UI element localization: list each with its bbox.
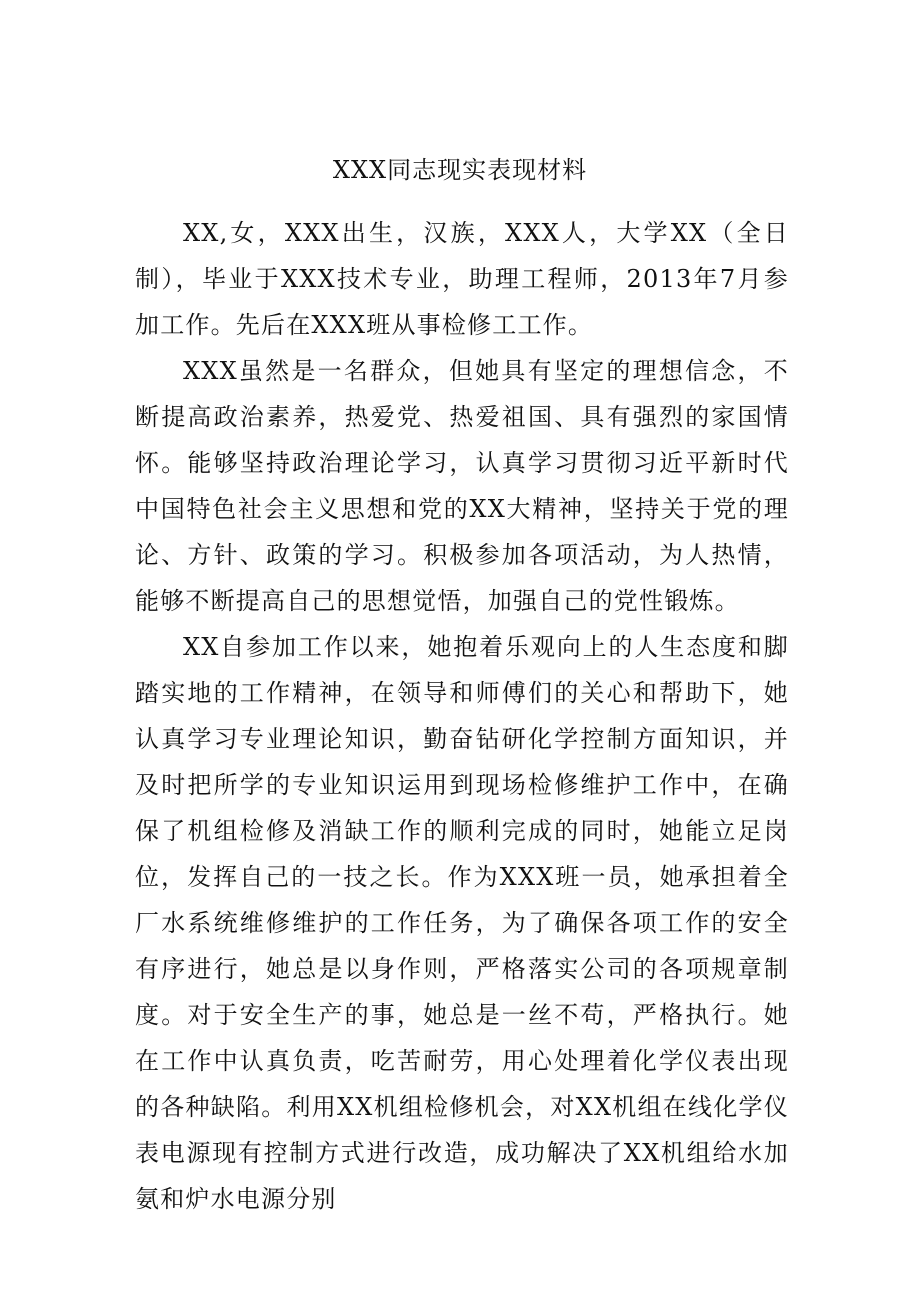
document-body bbox=[135, 210, 789, 1222]
paragraph-work-performance: XX自参加工作以来，她抱着乐观向上的人生态度和脚踏实地的工作精神，在领导和师傅们的关心和帮助下，她认真学习专业理论知识，勤奋钻研化学控制方面知识，并及时把所学的专业知识运用到现场检修维护工作中，在确保了机组检修及消缺工作的顺利完成的同时，她能立足岗位，发挥自己的一技之长。作为XXX班一员，她承担着全厂水系统维修维护的工作任务，为了确保各项工作的安全有序进行，她总是以身作则，严格落实公司的各项规章制度。对于安全生产的事，她总是一丝不苟，严格执行。她在工作中认真负责，吃苦耐劳，用心处理着化学仪表出现的各种缺陷。利用XX机组检修机会，对XX机组在线化学仪表电源现有控制方式进行改造，成功解决了XX机组给水加氨和炉水电源分别 bbox=[135, 633, 789, 1213]
document-title: XXX同志现实表现材料 bbox=[332, 156, 588, 184]
paragraph-political-performance: XXX虽然是一名群众，但她具有坚定的理想信念，不断提高政治素养，热爱党、热爱祖国、具有强烈的家国情怀。能够坚持政治理论学习，认真学习贯彻习近平新时代中国特色社会主义思想和党的XX大精神，坚持关于党的理论、方针、政策的学习。积极参加各项活动，为人热情，能够不断提高自己的思想觉悟，加强自己的党性锻炼。 bbox=[135, 357, 789, 615]
paragraph-personal-info: XX,女，XXX出生，汉族，XXX人，大学XX（全日制），毕业于XXX技术专业，助理工程师，2013年7月参加工作。先后在XXX班从事检修工工作。 bbox=[135, 219, 789, 339]
